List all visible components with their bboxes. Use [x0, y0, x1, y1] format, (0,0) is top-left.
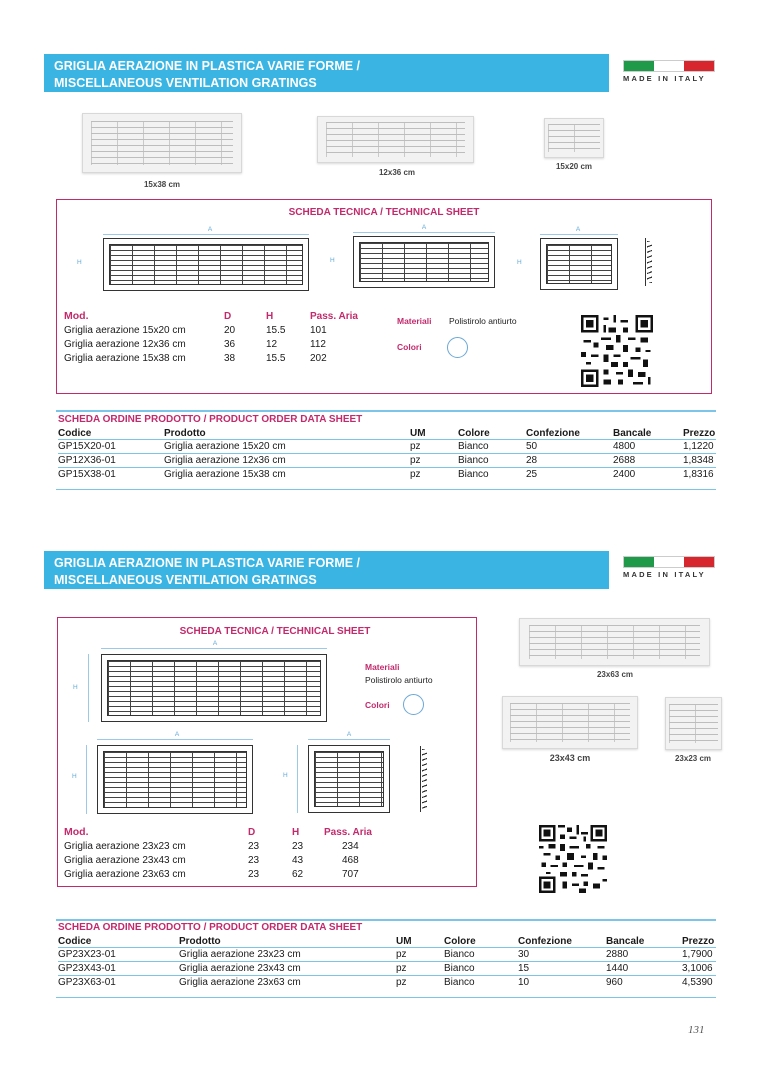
- spec-row: [64, 351, 364, 365]
- spec-pass: 234: [342, 840, 359, 852]
- spec-mod: Griglia aerazione 23x43 cm: [64, 854, 186, 866]
- col-um: UM: [396, 936, 412, 947]
- page-number: 131: [688, 1024, 705, 1036]
- order-bancale: 2880: [606, 949, 629, 960]
- made-in-italy-text: MADE IN ITALY: [623, 74, 706, 83]
- dimension-a-line: [540, 234, 618, 235]
- order-prezzo: 4,5390: [682, 977, 713, 988]
- order-um: pz: [396, 949, 407, 960]
- order-row: [58, 962, 716, 976]
- spec-table: [64, 826, 384, 881]
- order-table: [58, 428, 716, 481]
- col-prezzo: Prezzo: [682, 936, 715, 947]
- order-bancale: 2688: [613, 455, 636, 466]
- order-confezione: 50: [526, 441, 538, 452]
- order-bancale: 1440: [606, 963, 629, 974]
- order-colore: Bianco: [444, 949, 475, 960]
- order-row: [58, 976, 716, 990]
- order-colore: Bianco: [458, 455, 489, 466]
- col-bancale: Bancale: [606, 936, 645, 947]
- order-um: pz: [396, 963, 407, 974]
- made-in-italy-text: MADE IN ITALY: [623, 570, 706, 579]
- dimension-h-label: H: [517, 259, 522, 266]
- col-pass: Pass. Aria: [324, 826, 372, 838]
- order-prezzo: 1,7900: [682, 949, 713, 960]
- spec-h: 62: [292, 868, 304, 880]
- order-bancale: 2400: [613, 469, 636, 480]
- made-in-italy-flag: [623, 556, 715, 579]
- dimension-h-label: H: [330, 257, 335, 264]
- dimension-h-label: H: [283, 772, 288, 779]
- order-colore: Bianco: [444, 977, 475, 988]
- col-prodotto: Prodotto: [179, 936, 221, 947]
- col-confezione: Confezione: [518, 936, 572, 947]
- order-codice: GP15X38-01: [58, 469, 116, 480]
- order-sheet-title: SCHEDA ORDINE PRODOTTO / PRODUCT ORDER DATA SHEET: [58, 922, 363, 933]
- spec-row: [64, 853, 384, 867]
- italian-flag-icon: [623, 60, 715, 72]
- spec-mod: Griglia aerazione 15x20 cm: [64, 324, 186, 336]
- spec-mod: Griglia aerazione 23x23 cm: [64, 840, 186, 852]
- spec-row: [64, 337, 364, 351]
- spec-mod: Griglia aerazione 23x63 cm: [64, 868, 186, 880]
- color-swatch-white: [447, 337, 468, 358]
- dimension-a-label: A: [174, 731, 180, 738]
- materials-label: Materiali: [397, 316, 432, 326]
- order-confezione: 30: [518, 949, 530, 960]
- order-sheet-bottom-line: [56, 997, 716, 998]
- col-h: H: [292, 826, 300, 838]
- dimension-a-label: A: [212, 640, 218, 647]
- dimension-a-label: A: [575, 226, 581, 233]
- dimension-h-line: [86, 745, 87, 814]
- banner-title-line2: MISCELLANEOUS VENTILATION GRATINGS: [54, 573, 317, 587]
- dimension-h-label: H: [73, 684, 78, 691]
- product-photo-23x43: [502, 696, 638, 749]
- spec-row: [64, 323, 364, 337]
- dimension-a-label: A: [346, 731, 352, 738]
- technical-sheet-title: SCHEDA TECNICA / TECHNICAL SHEET: [179, 626, 371, 637]
- order-confezione: 25: [526, 469, 538, 480]
- col-codice: Codice: [58, 936, 92, 947]
- col-um: UM: [410, 428, 426, 439]
- technical-drawing-medium: [97, 745, 253, 814]
- banner-title-line2: MISCELLANEOUS VENTILATION GRATINGS: [54, 76, 317, 90]
- spec-h: 15.5: [266, 324, 286, 336]
- spec-h: 43: [292, 854, 304, 866]
- spec-d: 23: [248, 868, 260, 880]
- order-codice: GP23X43-01: [58, 963, 116, 974]
- spec-d: 20: [224, 324, 236, 336]
- order-row: [58, 440, 716, 454]
- order-prodotto: Griglia aerazione 15x20 cm: [164, 441, 286, 452]
- product-photo-12x36: [317, 116, 474, 163]
- colors-label: Colori: [365, 700, 390, 710]
- col-colore: Colore: [458, 428, 490, 439]
- side-profile-drawing: [420, 746, 430, 812]
- section2-banner: [44, 551, 609, 589]
- order-row: [58, 948, 716, 962]
- col-mod: Mod.: [64, 826, 89, 838]
- col-h: H: [266, 310, 274, 322]
- col-mod: Mod.: [64, 310, 89, 322]
- order-sheet-divider: [56, 919, 716, 921]
- order-confezione: 15: [518, 963, 530, 974]
- product-caption-15x38: 15x38 cm: [143, 180, 181, 189]
- order-bancale: 4800: [613, 441, 636, 452]
- technical-drawing-small: [540, 238, 618, 290]
- order-colore: Bianco: [444, 963, 475, 974]
- order-prezzo: 1,8316: [683, 469, 714, 480]
- spec-row: [64, 839, 384, 853]
- order-prezzo: 1,1220: [683, 441, 714, 452]
- col-colore: Colore: [444, 936, 476, 947]
- spec-pass: 112: [310, 338, 326, 350]
- dimension-a-label: A: [207, 226, 213, 233]
- side-profile-drawing: [645, 238, 653, 286]
- order-prodotto: Griglia aerazione 23x43 cm: [179, 963, 301, 974]
- col-d: D: [248, 826, 256, 838]
- made-in-italy-flag: [623, 60, 715, 83]
- order-sheet-divider: [56, 410, 716, 412]
- order-colore: Bianco: [458, 469, 489, 480]
- technical-drawing-medium: [353, 236, 495, 288]
- technical-drawing-small: [308, 745, 390, 813]
- colors-label: Colori: [397, 342, 422, 352]
- spec-h: 23: [292, 840, 304, 852]
- dimension-a-line: [97, 739, 253, 740]
- dimension-a-line: [101, 648, 327, 649]
- dimension-h-line: [88, 654, 89, 722]
- order-bancale: 960: [606, 977, 623, 988]
- order-um: pz: [410, 441, 421, 452]
- qr-code-icon: [538, 825, 608, 893]
- col-codice: Codice: [58, 428, 92, 439]
- spec-d: 38: [224, 352, 236, 364]
- order-codice: GP23X63-01: [58, 977, 116, 988]
- spec-pass: 707: [342, 868, 359, 880]
- spec-h: 12: [266, 338, 278, 350]
- materials-value: Polistirolo antiurto: [365, 675, 433, 685]
- product-caption-23x43: 23x43 cm: [549, 753, 591, 763]
- order-prezzo: 1,8348: [683, 455, 714, 466]
- product-caption-12x36: 12x36 cm: [378, 168, 416, 177]
- spec-pass: 101: [310, 324, 327, 336]
- order-codice: GP15X20-01: [58, 441, 116, 452]
- order-prezzo: 3,1006: [682, 963, 713, 974]
- materials-value: Polistirolo antiurto: [449, 316, 517, 326]
- order-row: [58, 468, 716, 482]
- product-photo-15x38: [82, 113, 242, 173]
- product-photo-23x23: [665, 697, 722, 750]
- banner-title-line1: GRIGLIA AERAZIONE IN PLASTICA VARIE FORME /: [54, 59, 361, 73]
- dimension-h-line: [297, 745, 298, 813]
- spec-h: 15.5: [266, 352, 286, 364]
- order-um: pz: [410, 469, 421, 480]
- banner-title-line1: GRIGLIA AERAZIONE IN PLASTICA VARIE FORME /: [54, 556, 361, 570]
- spec-d: 23: [248, 854, 260, 866]
- dimension-a-line: [103, 234, 309, 235]
- technical-drawing-large: [103, 238, 309, 291]
- spec-d: 36: [224, 338, 236, 350]
- materials-label: Materiali: [365, 662, 400, 672]
- order-um: pz: [396, 977, 407, 988]
- col-prodotto: Prodotto: [164, 428, 206, 439]
- spec-pass: 202: [310, 352, 327, 364]
- product-photo-23x63: [519, 618, 710, 666]
- order-sheet-bottom-line: [56, 489, 716, 490]
- spec-d: 23: [248, 840, 260, 852]
- col-pass: Pass. Aria: [310, 310, 358, 322]
- color-swatch-white: [403, 694, 424, 715]
- qr-code-icon: [581, 315, 653, 387]
- order-table: [58, 936, 716, 989]
- col-prezzo: Prezzo: [683, 428, 716, 439]
- order-colore: Bianco: [458, 441, 489, 452]
- order-prodotto: Griglia aerazione 12x36 cm: [164, 455, 286, 466]
- technical-sheet-title: SCHEDA TECNICA / TECHNICAL SHEET: [288, 207, 480, 218]
- order-sheet-title: SCHEDA ORDINE PRODOTTO / PRODUCT ORDER DATA SHEET: [58, 414, 363, 425]
- order-prodotto: Griglia aerazione 23x63 cm: [179, 977, 301, 988]
- section1-banner: [44, 54, 609, 92]
- dimension-a-line: [308, 739, 390, 740]
- dimension-h-label: H: [77, 259, 82, 266]
- spec-mod: Griglia aerazione 12x36 cm: [64, 338, 186, 350]
- spec-row: [64, 867, 384, 881]
- col-d: D: [224, 310, 232, 322]
- product-photo-15x20: [544, 118, 604, 158]
- order-prodotto: Griglia aerazione 15x38 cm: [164, 469, 286, 480]
- dimension-a-label: A: [421, 224, 427, 231]
- order-confezione: 28: [526, 455, 538, 466]
- col-confezione: Confezione: [526, 428, 580, 439]
- spec-mod: Griglia aerazione 15x38 cm: [64, 352, 186, 364]
- dimension-h-label: H: [72, 773, 77, 780]
- technical-drawing-large: [101, 654, 327, 722]
- product-caption-15x20: 15x20 cm: [555, 162, 593, 171]
- order-row: [58, 454, 716, 468]
- order-codice: GP12X36-01: [58, 455, 116, 466]
- col-bancale: Bancale: [613, 428, 652, 439]
- product-caption-23x63: 23x63 cm: [596, 670, 634, 679]
- order-um: pz: [410, 455, 421, 466]
- product-caption-23x23: 23x23 cm: [674, 754, 712, 763]
- order-prodotto: Griglia aerazione 23x23 cm: [179, 949, 301, 960]
- spec-table: [64, 310, 364, 365]
- order-codice: GP23X23-01: [58, 949, 116, 960]
- order-confezione: 10: [518, 977, 530, 988]
- italian-flag-icon: [623, 556, 715, 568]
- dimension-a-line: [353, 232, 495, 233]
- spec-pass: 468: [342, 854, 359, 866]
